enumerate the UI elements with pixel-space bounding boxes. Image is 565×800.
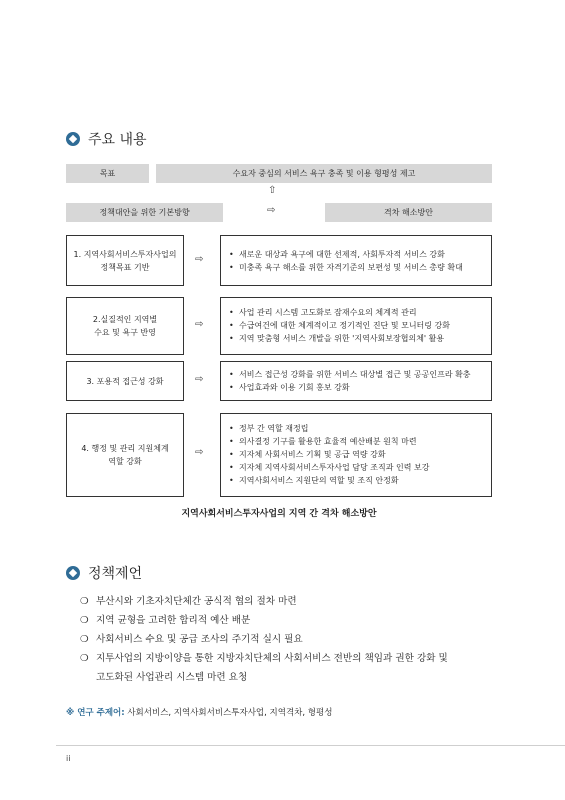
policy-list [80, 592, 500, 687]
hollow-circle-icon: ❍ [80, 615, 89, 626]
direction-box-line: 2.실질적인 지역별 [92, 315, 158, 324]
solution-item: • 지자체 사회서비스 기획 및 공급 역량 강화 [229, 448, 483, 461]
solution-item: • 정부 간 역할 재정립 [229, 422, 483, 435]
direction-box-line: 4. 행정 및 관리 지원체계 [81, 444, 169, 453]
policy-item: ❍ 지역 균형을 고려한 합리적 예산 배분 [80, 611, 500, 630]
direction-box-1 [66, 235, 184, 286]
right-arrow-icon: ⇨ [195, 319, 204, 330]
bullet-circle-icon [66, 132, 80, 146]
solution-item: • 지역 맞춤형 서비스 개발을 위한 '지역사회보장협의체' 활용 [229, 332, 483, 345]
solution-item: • 사업 관리 시스템 고도화로 잠재수요의 체계적 관리 [229, 306, 483, 319]
section-title-policy [66, 563, 142, 583]
section-title-text: 정책제언 [88, 566, 143, 582]
right-arrow-icon: ⇨ [267, 205, 276, 216]
solution-item: • 지역사회서비스 지원단의 역할 및 조직 안정화 [229, 474, 483, 487]
solution-item: • 미충족 욕구 해소를 위한 자격기준의 보편성 및 서비스 총량 확대 [229, 261, 483, 274]
direction-box-line: 역할 강화 [108, 457, 142, 466]
direction-box-3 [66, 361, 184, 401]
solution-box-3 [220, 361, 492, 401]
direction-box-line: 수요 및 욕구 반영 [94, 328, 156, 337]
up-arrow-icon: ⇧ [268, 185, 277, 196]
right-arrow-icon: ⇨ [195, 374, 204, 385]
solution-item: • 의사결정 기구를 활용한 효율적 예산배분 원칙 마련 [229, 435, 483, 448]
bullet-circle-icon [66, 566, 80, 580]
keywords [66, 706, 332, 718]
direction-box-line: 정책목표 기반 [100, 262, 150, 272]
hollow-circle-icon: ❍ [80, 634, 89, 645]
direction-box-line: 3. 포용적 접근성 강화 [86, 376, 164, 386]
solution-item: • 사업효과와 이용 기회 홍보 강화 [229, 381, 483, 394]
solution-box-1 [220, 235, 492, 286]
policy-item: ❍ 부산시와 기초자치단체간 공식적 협의 절차 마련 [80, 592, 500, 611]
solution-item: • 서비스 접근성 강화를 위한 서비스 대상별 접근 및 공공인프라 확충 [229, 368, 483, 381]
figure-caption: 지역사회서비스투자사업의 지역 간 격차 해소방안 [181, 509, 377, 519]
solution-item: • 지자체 지역사회서비스투자사업 담당 조직과 인력 보강 [229, 461, 483, 474]
header-basic-direction: 정책대안을 위한 기본방향 [66, 203, 223, 222]
solution-item: • 새로운 대상과 욕구에 대한 선제적, 사회투자적 서비스 강화 [229, 248, 483, 261]
right-arrow-icon: ⇨ [195, 254, 204, 265]
keywords-label: ※ 연구 주제어: [66, 708, 125, 718]
goal-label: 목표 [66, 164, 149, 183]
keywords-text: 사회서비스, 지역사회서비스투자사업, 지역격차, 형평성 [127, 708, 333, 718]
footer-divider [56, 745, 565, 746]
solution-box-4 [220, 413, 492, 497]
goal-text: 수요자 중심의 서비스 욕구 충족 및 이용 형평성 제고 [156, 164, 492, 183]
right-arrow-icon: ⇨ [195, 447, 204, 458]
page-number: ii [66, 754, 71, 763]
direction-box-line: 1. 지역사회서비스투자사업의 [73, 249, 177, 259]
policy-item: ❍ 지투사업의 지방이양을 통한 지방자치단체의 사회서비스 전반의 책임과 권한 강화 및 [80, 649, 500, 668]
section-title-text: 주요 내용 [88, 132, 147, 148]
header-gap-solution: 격차 해소방안 [325, 203, 492, 222]
policy-item-continuation: 고도화된 사업관리 시스템 마련 요청 [96, 672, 248, 683]
section-title-main [66, 129, 147, 149]
solution-item: • 수급여건에 대한 체계적이고 정기적인 진단 및 모니터링 강화 [229, 319, 483, 332]
direction-box-2 [66, 297, 184, 355]
policy-item: ❍ 사회서비스 수요 및 공급 조사의 주기적 실시 필요 [80, 630, 500, 649]
hollow-circle-icon: ❍ [80, 596, 89, 607]
solution-box-2 [220, 297, 492, 355]
direction-box-4 [66, 413, 184, 497]
hollow-circle-icon: ❍ [80, 653, 89, 664]
